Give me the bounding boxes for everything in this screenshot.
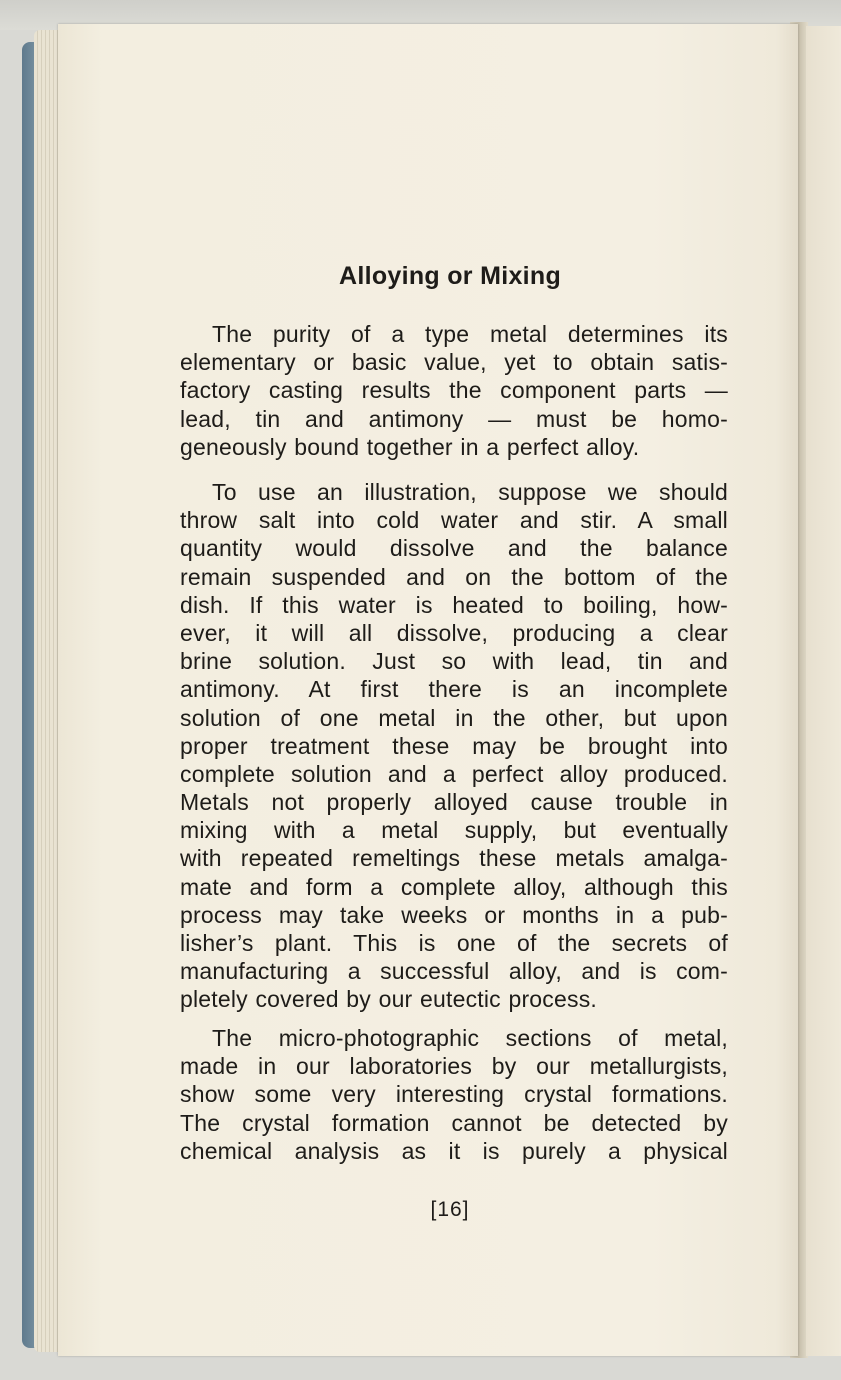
text-line: lead, tin and antimony — must be homo- xyxy=(180,405,728,432)
text-line: quantity would dissolve and the balance xyxy=(180,535,728,562)
text-line: proper treatment these may be brought into xyxy=(180,732,728,759)
text-line: throw salt into cold water and stir. A small xyxy=(180,507,728,534)
facing-page-edge xyxy=(806,26,841,1356)
text-line: with repeated remeltings these metals amalga- xyxy=(180,845,728,872)
text-line: geneously bound together in a perfect alloy. xyxy=(180,433,640,460)
text-line: dish. If this water is heated to boiling, how- xyxy=(180,591,728,618)
text-line: chemical analysis as it is purely a physical xyxy=(180,1137,728,1164)
text-line: pletely covered by our eutectic process. xyxy=(180,986,597,1013)
paragraph-3 xyxy=(180,1024,728,1165)
paragraph-2 xyxy=(180,478,728,1014)
text-line: antimony. At first there is an incomplete xyxy=(180,676,728,703)
book-page xyxy=(58,24,798,1356)
text-line: manufacturing a successful alloy, and is com- xyxy=(180,958,728,985)
text-line: elementary or basic value, yet to obtain satis- xyxy=(180,349,728,376)
text-line: remain suspended and on the bottom of the xyxy=(180,563,728,590)
page-title: Alloying or Mixing xyxy=(338,262,562,290)
text-line: solution of one metal in the other, but upon xyxy=(180,704,728,731)
text-line: process may take weeks or months in a pub- xyxy=(180,901,728,928)
paragraph-1 xyxy=(180,320,728,461)
text-line: lisher’s plant. This is one of the secrets of xyxy=(180,930,728,956)
text-line: To use an illustration, suppose we should xyxy=(212,479,728,505)
text-line: complete solution and a perfect alloy produced. xyxy=(180,760,728,787)
text-line: The crystal formation cannot be detected by xyxy=(180,1109,728,1136)
text-line: Metals not properly alloyed cause trouble in xyxy=(180,789,728,816)
text-line: The micro-photographic sections of metal, xyxy=(212,1025,728,1051)
text-line: The purity of a type metal determines its xyxy=(212,321,728,347)
text-line: factory casting results the component parts — xyxy=(180,377,728,404)
text-line: show some very interesting crystal formations. xyxy=(180,1081,728,1108)
text-line: ever, it will all dissolve, producing a clear xyxy=(180,619,728,646)
text-line: mixing with a metal supply, but eventually xyxy=(180,817,728,844)
text-line: made in our laboratories by our metallurgists, xyxy=(180,1053,728,1080)
page-number: [16] xyxy=(430,1198,470,1221)
text-line: mate and form a complete alloy, although this xyxy=(180,873,728,900)
text-line: brine solution. Just so with lead, tin and xyxy=(180,648,728,675)
